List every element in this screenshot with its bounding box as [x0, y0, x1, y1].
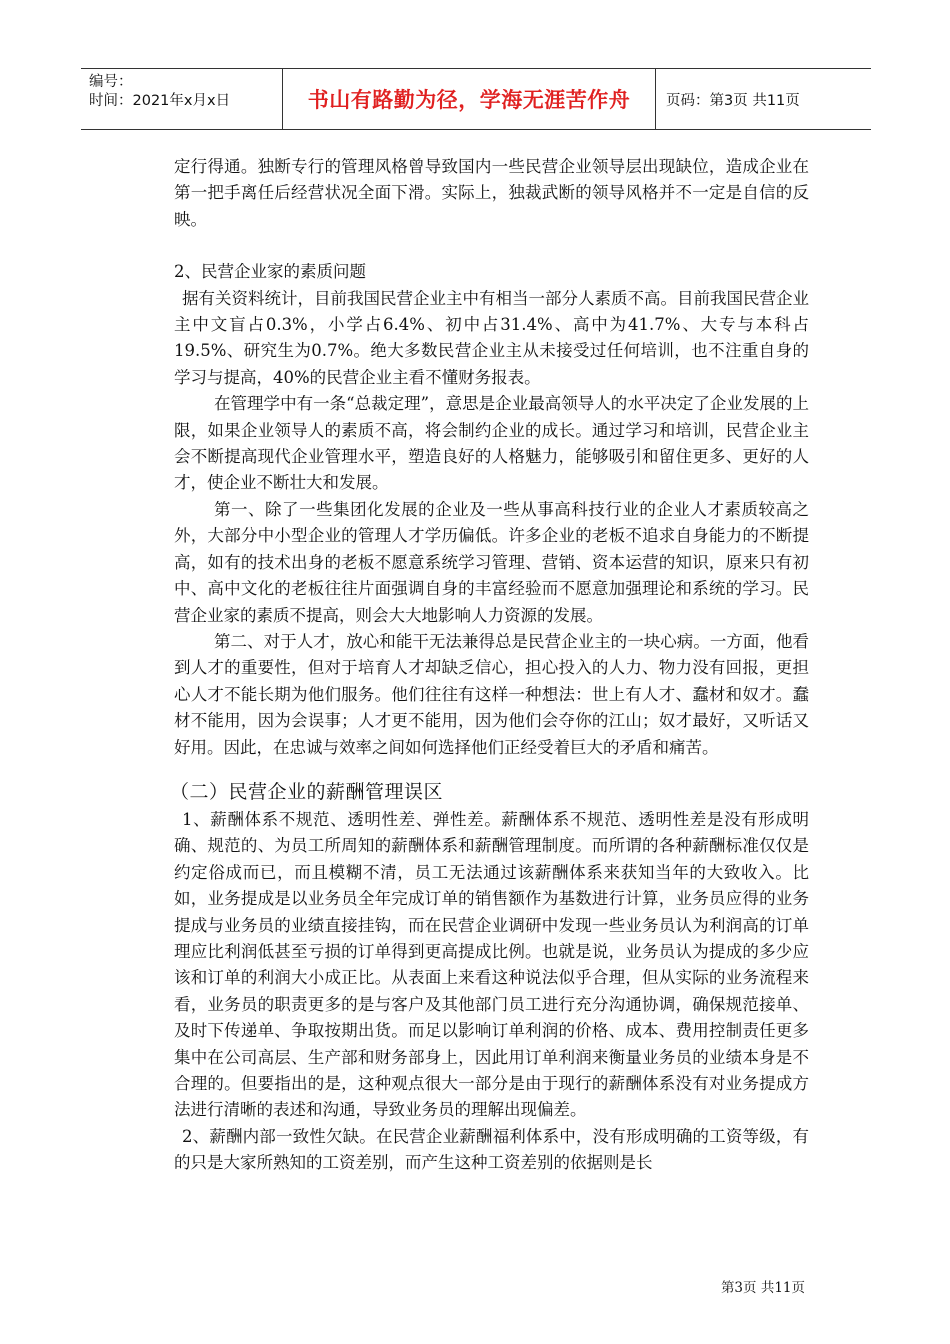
- paragraph: 第一、除了一些集团化发展的企业及一些从事高科技行业的企业人才素质较高之外，大部分中小型企业的管理人才学历偏低。许多企业的老板不追求自身能力的不断提高，如有的技术出身的老板不愿意系统学习管理、营销、资本运营的知识，原来只有初中、高中文化的老板往往片面强调自身的丰富经验而不愿意加强理论和系统的学习。民营企业家的素质不提高，则会大大地影响人力资源的发展。: [174, 499, 809, 625]
- date-label: 时间：2021年x月x日: [89, 93, 231, 109]
- section-title: （二）民营企业的薪酬管理误区: [170, 780, 444, 803]
- footer-page-number: 第3页 共11页: [720, 1280, 805, 1296]
- paragraph: 第二、对于人才，放心和能干无法兼得总是民营企业主的一块心病。一方面，他看到人才的重要性，但对于培育人才却缺乏信心，担心投入的人力、物力没有回报，更担心人才不能长期为他们服务。他们往往有这样一种想法：世上有人才、蠢材和奴才。蠢材不能用，因为会误事；人才更不能用，因为他们会夺你的江山；奴才最好，又听话又好用。因此，在忠诚与效率之间如何选择他们正经受着巨大的矛盾和痛苦。: [174, 631, 809, 757]
- document-body: [170, 154, 809, 1177]
- paragraph: 2、薪酬内部一致性欠缺。在民营企业薪酬福利体系中，没有形成明确的工资等级，有的只是大家所熟知的工资差别，而产生这种工资差别的依据则是长: [174, 1126, 809, 1173]
- header-meta-cell: [81, 69, 283, 129]
- paragraph: 1、薪酬体系不规范、透明性差、弹性差。薪酬体系不规范、透明性差是没有形成明确、规范的、为员工所周知的薪酬体系和薪酬管理制度。而所谓的各种薪酬标准仅仅是约定俗成而已，而且模糊不清，员工无法通过该薪酬体系来获知当年的大致收入。比如，业务提成是以业务员全年完成订单的销售额作为基数进行计算，业务员应得的业务提成与业务员的业绩直接挂钩，而在民营企业调研中发现一些业务员认为利润高的订单理应比利润低甚至亏损的订单得到更高提成比例。也就是说，业务员认为提成的多少应该和订单的利润大小成正比。从表面上来看这种说法似乎合理，但从实际的业务流程来看，业务员的职责更多的是与客户及其他部门员工进行充分沟通协调，确保规范接单、及时下传递单、争取按期出货。而足以影响订单利润的价格、成本、费用控制责任更多集中在公司高层、生产部和财务部身上，因此用订单利润来衡量业务员的业绩本身是不合理的。但要指出的是，这种观点很大一部分是由于现行的薪酬体系没有对业务提成方法进行清晰的表述和沟通，导致业务员的理解出现偏差。: [174, 809, 809, 1120]
- number-label: 编号：: [89, 74, 133, 90]
- header-page-info: 页码：第3页 共11页: [666, 92, 800, 109]
- paragraph: 定行得通。独断专行的管理风格曾导致国内一些民营企业领导层出现缺位，造成企业在第一把手离任后经营状况全面下滑。实际上，独裁武断的领导风格并不一定是自信的反映。: [174, 157, 809, 229]
- paragraph: 据有关资料统计，目前我国民营企业主中有相当一部分人素质不高。目前我国民营企业主中文盲占0.3%，小学占6.4%、初中占31.4%、高中为41.7%、大专与本科占19.5%、研究生为0.7%。绝大多数民营企业主从未接受过任何培训，也不注重自身的学习与提高，40%的民营企业主看不懂财务报表。: [174, 288, 809, 387]
- subheading: 2、民营企业家的素质问题: [174, 262, 366, 282]
- header-table: [81, 68, 871, 130]
- paragraph: 在管理学中有一条“总裁定理”，意思是企业最高领导人的水平决定了企业发展的上限，如果企业领导人的素质不高，将会制约企业的成长。通过学习和培训，民营企业主会不断提高现代企业管理水平，塑造良好的人格魅力，能够吸引和留住更多、更好的人才，使企业不断壮大和发展。: [174, 394, 809, 493]
- header-motto: 书山有路勤为径，学海无涯苦作舟: [283, 69, 656, 129]
